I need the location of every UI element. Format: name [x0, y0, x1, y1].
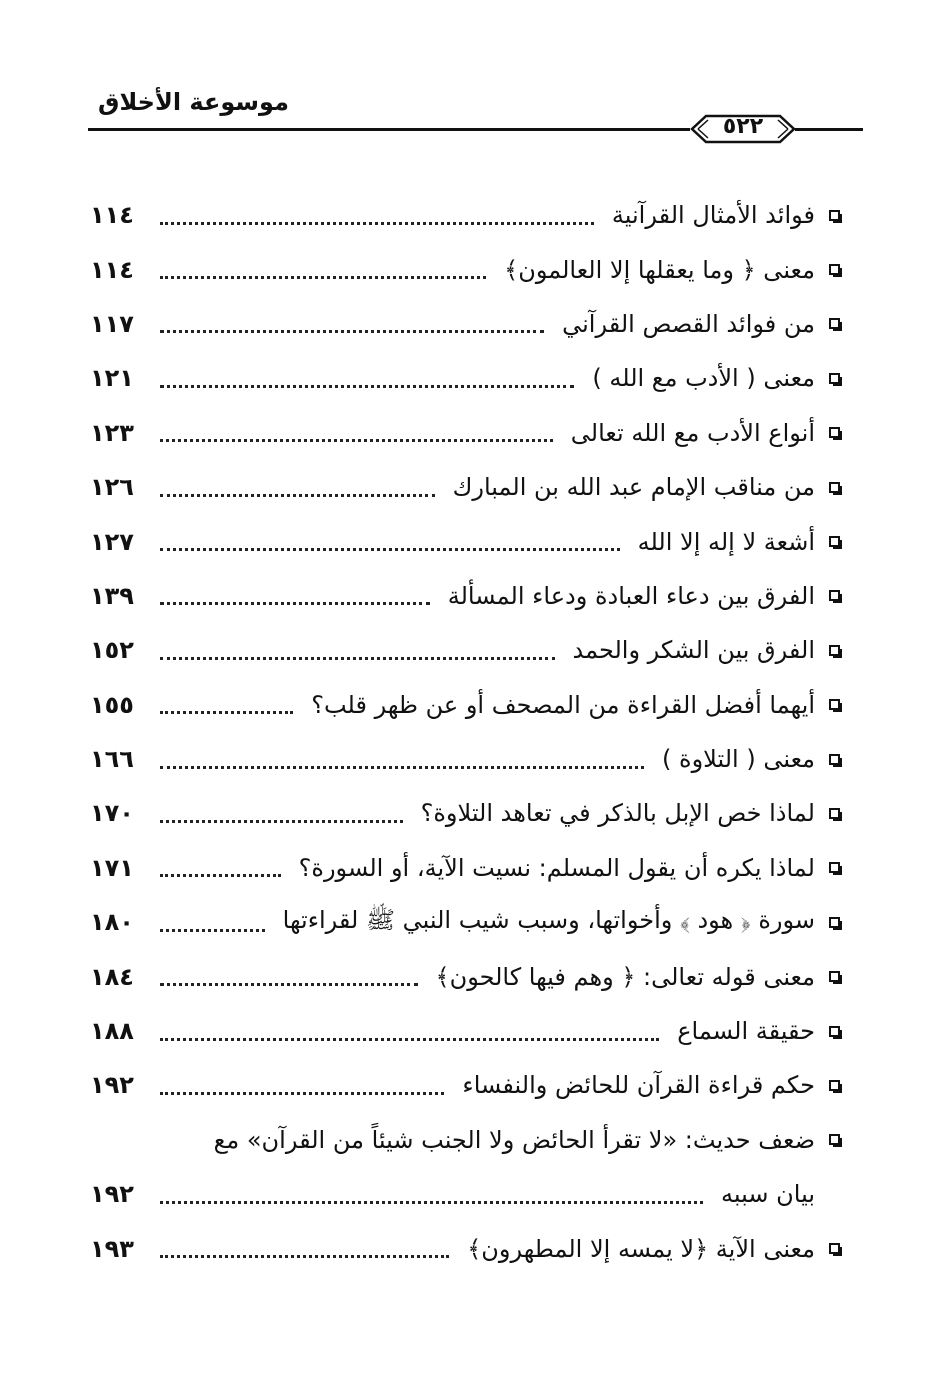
dot-leader [160, 1235, 449, 1258]
square-bullet-icon [829, 808, 840, 819]
entry-title: فوائد الأمثال القرآنية [611, 201, 815, 230]
entry-page: ١٢١ [90, 364, 134, 393]
toc-entry [90, 1058, 840, 1112]
entry-title: لماذا يكره أن يقول المسلم: نسيت الآية، أو السورة؟ [298, 853, 815, 882]
toc-entry [90, 569, 840, 623]
toc-entry [90, 242, 840, 296]
entry-title: حكم قراءة القرآن للحائض والنفساء [462, 1071, 815, 1100]
entry-page: ١١٧ [90, 309, 134, 338]
square-bullet-icon [829, 917, 840, 928]
entry-page: ١٩٢ [90, 1071, 134, 1100]
toc-entry [90, 678, 840, 732]
square-bullet-icon [829, 1080, 840, 1091]
entry-page: ١٥٥ [90, 690, 134, 719]
square-bullet-icon [829, 427, 840, 438]
entry-title: الفرق بين الشكر والحمد [572, 636, 815, 665]
dot-leader [160, 854, 281, 877]
page-header [0, 0, 948, 160]
entry-title: من فوائد القصص القرآني [562, 309, 815, 338]
entry-title: لماذا خص الإبل بالذكر في تعاهد التلاوة؟ [420, 799, 815, 828]
toc-entry [90, 1221, 840, 1275]
toc-entry [90, 949, 840, 1003]
page-number: ٥٢٢ [722, 114, 764, 139]
square-bullet-icon [829, 210, 840, 221]
dot-leader [160, 419, 553, 442]
header-rule [88, 128, 690, 131]
toc-entry-wrapped-line2 [90, 1167, 840, 1221]
entry-page: ١٨٠ [90, 908, 134, 937]
book-title: موسوعة الأخلاق [98, 88, 289, 116]
entry-page: ١٩٢ [90, 1180, 134, 1209]
dot-leader [160, 310, 544, 333]
dot-leader [160, 582, 430, 605]
entry-page: ١٩٣ [90, 1234, 134, 1263]
square-bullet-icon [829, 536, 840, 547]
entry-page: ١١٤ [90, 201, 134, 230]
entry-title: أيهما أفضل القراءة من المصحف أو عن ظهر قلب؟ [311, 690, 815, 719]
entry-page: ١١٤ [90, 255, 134, 284]
entry-page: ١٦٦ [90, 745, 134, 774]
toc-entry [90, 514, 840, 568]
entry-page: ١٨٤ [90, 962, 134, 991]
square-bullet-icon [829, 645, 840, 656]
square-bullet-icon [829, 318, 840, 329]
dot-leader [160, 1181, 703, 1204]
entry-title: معنى قوله تعالى: ﴿ وهم فيها كالحون﴾ [435, 962, 815, 991]
table-of-contents [90, 188, 840, 1276]
entry-title: أشعة لا إله إلا الله [637, 527, 815, 556]
square-bullet-icon [829, 373, 840, 384]
square-bullet-icon [829, 1026, 840, 1037]
toc-entry [90, 188, 840, 242]
dot-leader [160, 1072, 444, 1095]
entry-title: سورة ﴿ هود ﴾ وأخواتها، وسبب شيب النبي ﷺ لقراءتها [282, 905, 815, 934]
entry-title: معنى ( الأدب مع الله ) [592, 364, 815, 393]
toc-entry [90, 351, 840, 405]
dot-leader [160, 474, 435, 497]
entry-title: حقيقة السماع [677, 1017, 815, 1046]
square-bullet-icon [829, 264, 840, 275]
dot-leader [160, 365, 574, 388]
square-bullet-icon [829, 971, 840, 982]
dot-leader [160, 528, 620, 551]
entry-title: ضعف حديث: «لا تقرأ الحائض ولا الجنب شيئاً من القرآن» مع [213, 1125, 815, 1154]
entry-page: ١٨٨ [90, 1017, 134, 1046]
toc-entry [90, 732, 840, 786]
dot-leader [160, 637, 555, 660]
entry-page: ١٢٧ [90, 527, 134, 556]
dot-leader [160, 909, 265, 932]
toc-entry [90, 786, 840, 840]
dot-leader [160, 691, 293, 714]
square-bullet-icon [829, 1243, 840, 1254]
entry-page: ١٢٣ [90, 418, 134, 447]
dot-leader [160, 800, 403, 823]
entry-title: معنى ( التلاوة ) [662, 745, 815, 774]
dot-leader [160, 202, 594, 225]
page-number-badge [688, 108, 798, 150]
dot-leader [160, 746, 644, 769]
entry-page: ١٣٩ [90, 581, 134, 610]
toc-entry [90, 623, 840, 677]
entry-title: الفرق بين دعاء العبادة ودعاء المسألة [447, 581, 815, 610]
toc-entry-wrapped-line1 [90, 1113, 840, 1167]
toc-entry [90, 895, 840, 949]
dot-leader [160, 256, 486, 279]
toc-entry [90, 297, 840, 351]
entry-title-continued: بيان سببه [721, 1180, 815, 1209]
entry-page: ١٢٦ [90, 473, 134, 502]
toc-entry [90, 406, 840, 460]
dot-leader [160, 963, 418, 986]
square-bullet-icon [829, 482, 840, 493]
entry-title: من مناقب الإمام عبد الله بن المبارك [452, 473, 815, 502]
square-bullet-icon [829, 590, 840, 601]
entry-title: معنى ﴿ وما يعقلها إلا العالمون﴾ [504, 255, 815, 284]
square-bullet-icon [829, 862, 840, 873]
square-bullet-icon [829, 1134, 840, 1145]
header-rule-right [795, 128, 863, 131]
square-bullet-icon [829, 699, 840, 710]
entry-page: ١٧٠ [90, 799, 134, 828]
square-bullet-icon [829, 754, 840, 765]
toc-entry [90, 841, 840, 895]
entry-title: أنواع الأدب مع الله تعالى [570, 418, 815, 447]
entry-page: ١٥٢ [90, 636, 134, 665]
toc-entry [90, 1004, 840, 1058]
entry-title: معنى الآية ﴿لا يمسه إلا المطهرون﴾ [467, 1234, 815, 1263]
dot-leader [160, 1018, 659, 1041]
toc-entry [90, 460, 840, 514]
entry-page: ١٧١ [90, 853, 134, 882]
